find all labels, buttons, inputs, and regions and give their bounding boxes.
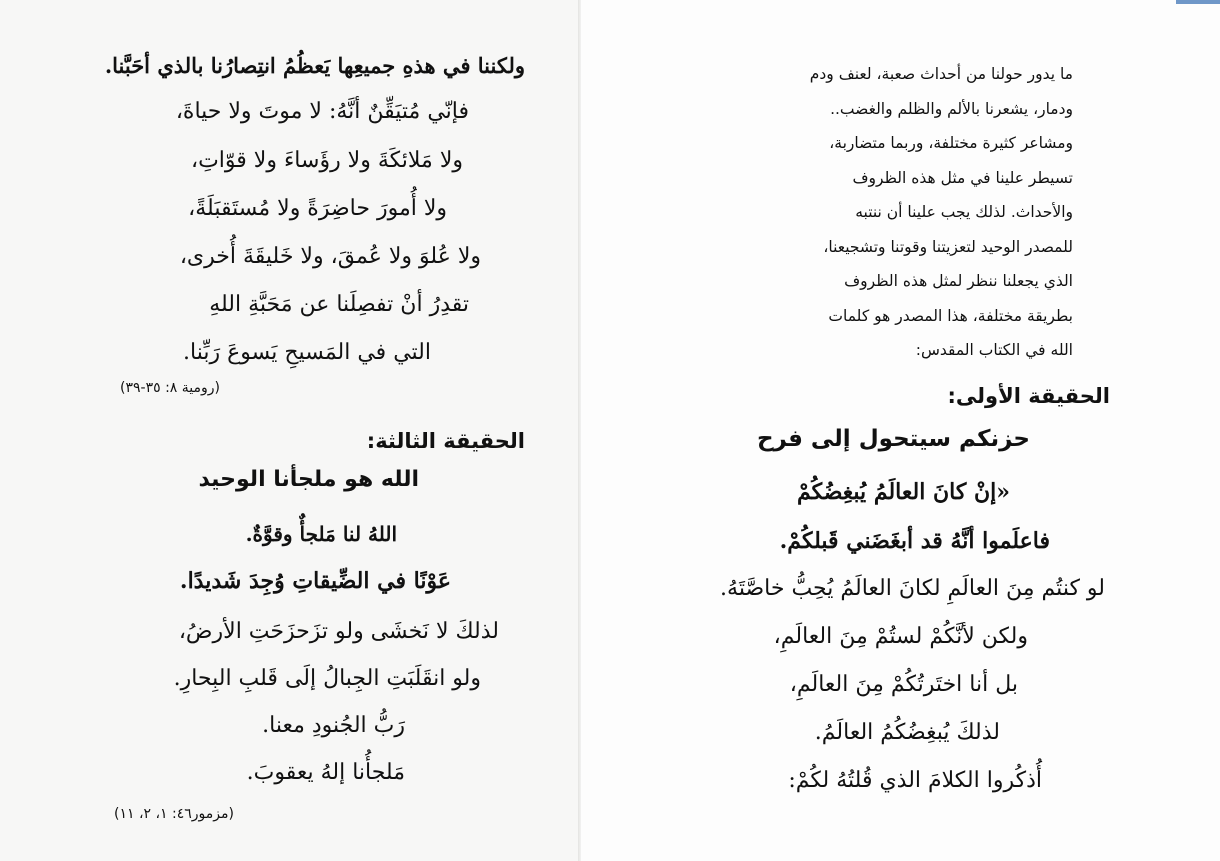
paragraph-line: الله في الكتاب المقدس: [915,341,1073,359]
psalm-line: مَلجأُنا إلهُ يعقوبَ. [246,760,405,785]
romans-line: ولا أُمورَ حاضِرَةً ولا مُستَقبَلَةً، [188,196,447,221]
paragraph-line: تسيطر علينا في مثل هذه الظروف [852,168,1073,187]
paragraph-line: ما يدور حولنا من أحداث صعبة، لعنف ودم [809,65,1073,83]
paragraph-line: ودمار، يشعرنا بالألم والظلم والغضب.. [830,99,1073,118]
romans-reference: (رومية ٨: ٣٥-٣٩) [120,380,220,396]
bold-verse-line: «إنْ كانَ العالَمُ يُبغِضُكُمْ [796,479,1010,505]
right-page [581,0,1220,861]
romans-line: ولا مَلائكَةَ ولا رؤَساءَ ولا قوّاتِ، [191,148,463,173]
paragraph-line: للمصدر الوحيد لتعزيتنا وقوتنا وتشجيعنا، [823,237,1073,256]
romans-line: ولا عُلوَ ولا عُمقَ، ولا خَليقَةَ أُخرى، [179,244,481,269]
john-line: لو كنتُم مِنَ العالَمِ لكانَ العالَمُ يُحِبُّ خاصَّتَهُ. [720,576,1105,601]
third-truth-title: الله هو ملجأنا الوحيد [198,467,419,492]
psalm-line: لذلكَ لا نَخشَى ولو تزَحزَحَتِ الأرضُ، [178,619,499,644]
psalm-line: اللهُ لنا مَلجأٌ وقوَّةٌ. [245,522,397,546]
john-line: ولكن لأنَّكُمْ لستُمْ مِنَ العالَمِ، [773,624,1028,649]
paragraph-line: والأحداث. لذلك يجب علينا أن ننتبه [855,203,1073,221]
first-truth-heading: الحقيقة الأولى: [947,384,1110,408]
left-page [0,0,581,861]
romans-line: التي في المَسيحِ يَسوعَ رَبِّنا. [183,340,431,365]
page-corner-mark [1176,0,1220,4]
john-line: بل أنا اختَرتُكُمْ مِنَ العالَمِ، [789,672,1018,697]
paragraph-line: ومشاعر كثيرة مختلفة، وربما متضاربة، [829,134,1073,152]
psalm-line: رَبُّ الجُنودِ معنا. [262,713,405,738]
john-line: أُذكُروا الكلامَ الذي قُلتُهُ لكُمْ: [788,768,1042,793]
bold-verse-line: فاعلَموا أنَّهُ قد أبغَضَني قَبلكُمْ. [779,528,1050,554]
romans-line: تقدِرُ أنْ تفصِلَنا عن مَحَبَّةِ اللهِ [209,292,469,317]
intro-line: ولكننا في هذهِ جميعِها يَعظُمُ انتِصارُنا بالذي أحَبَّنا. [104,53,525,78]
intro-paragraph [713,57,1073,368]
third-truth-heading: الحقيقة الثالثة: [366,429,525,453]
john-line: لذلكَ يُبغِضُكُمُ العالَمُ. [814,720,1000,745]
first-truth-title: حزنكم سيتحول إلى فرح [756,426,1030,452]
paragraph-line: بطريقة مختلفة، هذا المصدر هو كلمات [828,306,1073,325]
paragraph-line: الذي يجعلنا ننظر لمثل هذه الظروف [844,272,1073,290]
psalm-line: ولو انقَلَبَتِ الجِبالُ إلَى قَلبِ البِحارِ. [173,666,481,691]
romans-line: فإنّي مُتيَقِّنٌ أنَّهُ: لا موتَ ولا حياةَ، [175,99,469,124]
psalm-reference: (مزمور٤٦: ١، ٢، ١١) [114,806,234,822]
psalm-line: عَوْنًا في الضِّيقاتِ وُجِدَ شَديدًا. [179,568,451,594]
